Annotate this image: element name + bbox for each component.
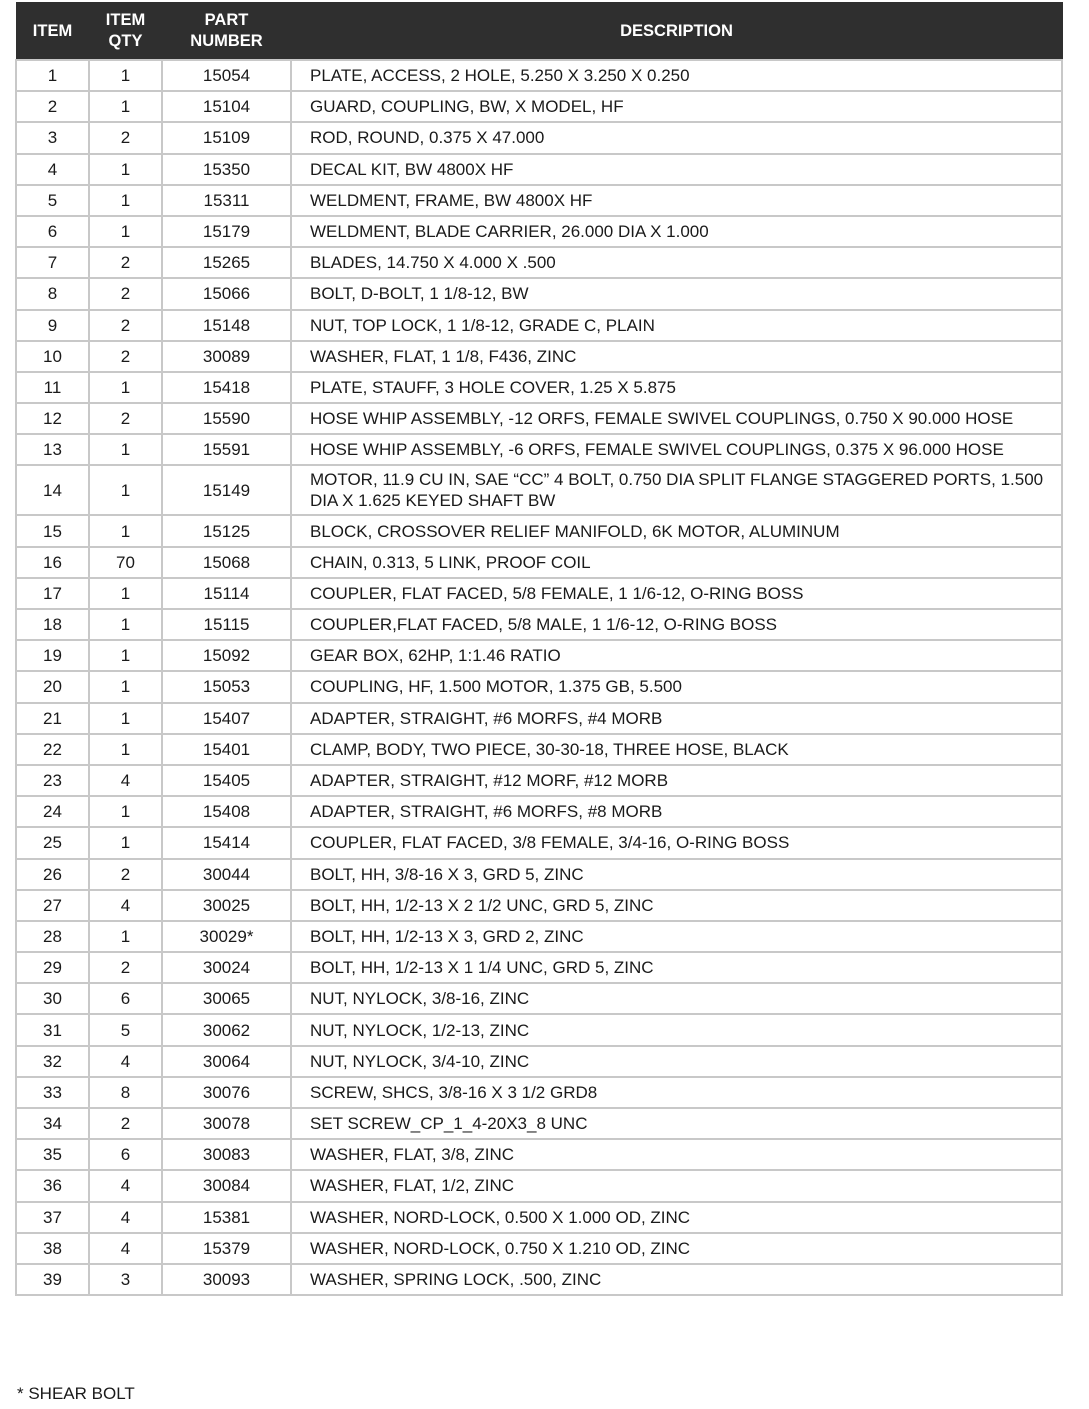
cell-part-number: 15092	[162, 640, 291, 671]
cell-item: 39	[16, 1264, 89, 1295]
cell-item-qty: 1	[89, 372, 162, 403]
cell-item-qty: 4	[89, 765, 162, 796]
header-item-qty: ITEM QTY	[89, 3, 162, 61]
cell-item: 31	[16, 1014, 89, 1045]
cell-description: ADAPTER, STRAIGHT, #12 MORF, #12 MORB	[291, 765, 1062, 796]
cell-item-qty: 4	[89, 1202, 162, 1233]
cell-item-qty: 1	[89, 185, 162, 216]
cell-part-number: 15407	[162, 703, 291, 734]
cell-item: 32	[16, 1046, 89, 1077]
cell-part-number: 15115	[162, 609, 291, 640]
table-row	[16, 952, 1062, 983]
cell-item-qty: 1	[89, 465, 162, 515]
cell-part-number: 30089	[162, 341, 291, 372]
cell-part-number: 30062	[162, 1014, 291, 1045]
table-row	[16, 796, 1062, 827]
table-row	[16, 765, 1062, 796]
cell-part-number: 30084	[162, 1170, 291, 1201]
table-row	[16, 185, 1062, 216]
cell-part-number: 15405	[162, 765, 291, 796]
cell-description: WELDMENT, BLADE CARRIER, 26.000 DIA X 1.000	[291, 216, 1062, 247]
cell-item-qty: 1	[89, 434, 162, 465]
cell-item: 38	[16, 1233, 89, 1264]
table-row	[16, 890, 1062, 921]
cell-description: BOLT, HH, 1/2-13 X 2 1/2 UNC, GRD 5, ZINC	[291, 890, 1062, 921]
cell-item-qty: 2	[89, 122, 162, 153]
cell-part-number: 30093	[162, 1264, 291, 1295]
cell-part-number: 15401	[162, 734, 291, 765]
header-row	[16, 3, 1062, 61]
cell-item-qty: 2	[89, 278, 162, 309]
table-row	[16, 983, 1062, 1014]
cell-part-number: 15068	[162, 547, 291, 578]
table-row	[16, 465, 1062, 515]
cell-item: 17	[16, 578, 89, 609]
cell-item: 6	[16, 216, 89, 247]
cell-description: ROD, ROUND, 0.375 X 47.000	[291, 122, 1062, 153]
table-row	[16, 1046, 1062, 1077]
cell-item: 34	[16, 1108, 89, 1139]
cell-description: WELDMENT, FRAME, BW 4800X HF	[291, 185, 1062, 216]
cell-item: 2	[16, 91, 89, 122]
cell-item: 27	[16, 890, 89, 921]
cell-description: DECAL KIT, BW 4800X HF	[291, 154, 1062, 185]
cell-part-number: 15379	[162, 1233, 291, 1264]
cell-item: 20	[16, 671, 89, 702]
cell-description: NUT, NYLOCK, 3/8-16, ZINC	[291, 983, 1062, 1014]
cell-description: WASHER, NORD-LOCK, 0.500 X 1.000 OD, ZINC	[291, 1202, 1062, 1233]
cell-description: SET SCREW_CP_1_4-20X3_8 UNC	[291, 1108, 1062, 1139]
cell-part-number: 15179	[162, 216, 291, 247]
cell-description: HOSE WHIP ASSEMBLY, -12 ORFS, FEMALE SWIVEL COUPLINGS, 0.750 X 90.000 HOSE	[291, 403, 1062, 434]
cell-item-qty: 1	[89, 609, 162, 640]
cell-part-number: 15418	[162, 372, 291, 403]
cell-item-qty: 4	[89, 890, 162, 921]
cell-part-number: 15109	[162, 122, 291, 153]
cell-part-number: 15591	[162, 434, 291, 465]
cell-part-number: 30025	[162, 890, 291, 921]
cell-description: COUPLER, FLAT FACED, 5/8 FEMALE, 1 1/6-12, O-RING BOSS	[291, 578, 1062, 609]
cell-part-number: 15350	[162, 154, 291, 185]
cell-item-qty: 1	[89, 154, 162, 185]
table-row	[16, 403, 1062, 434]
cell-item-qty: 2	[89, 341, 162, 372]
cell-description: PLATE, STAUFF, 3 HOLE COVER, 1.25 X 5.875	[291, 372, 1062, 403]
cell-item-qty: 1	[89, 578, 162, 609]
cell-description: ADAPTER, STRAIGHT, #6 MORFS, #8 MORB	[291, 796, 1062, 827]
cell-part-number: 15265	[162, 247, 291, 278]
cell-description: COUPLER, FLAT FACED, 3/8 FEMALE, 3/4-16, O-RING BOSS	[291, 827, 1062, 858]
cell-item: 24	[16, 796, 89, 827]
cell-item-qty: 4	[89, 1046, 162, 1077]
table-row	[16, 216, 1062, 247]
cell-description: GUARD, COUPLING, BW, X MODEL, HF	[291, 91, 1062, 122]
header-item: ITEM	[16, 3, 89, 61]
cell-item-qty: 2	[89, 310, 162, 341]
cell-item: 7	[16, 247, 89, 278]
cell-item: 36	[16, 1170, 89, 1201]
cell-item: 1	[16, 60, 89, 91]
cell-item: 4	[16, 154, 89, 185]
cell-item: 25	[16, 827, 89, 858]
cell-part-number: 15054	[162, 60, 291, 91]
table-row	[16, 1233, 1062, 1264]
cell-description: WASHER, FLAT, 1/2, ZINC	[291, 1170, 1062, 1201]
cell-part-number: 15590	[162, 403, 291, 434]
cell-item-qty: 1	[89, 734, 162, 765]
cell-item-qty: 2	[89, 1108, 162, 1139]
cell-item: 29	[16, 952, 89, 983]
cell-item-qty: 3	[89, 1264, 162, 1295]
cell-part-number: 30065	[162, 983, 291, 1014]
cell-item-qty: 6	[89, 1139, 162, 1170]
cell-description: PLATE, ACCESS, 2 HOLE, 5.250 X 3.250 X 0.250	[291, 60, 1062, 91]
table-row	[16, 310, 1062, 341]
cell-item-qty: 8	[89, 1077, 162, 1108]
table-row	[16, 703, 1062, 734]
table-row	[16, 1170, 1062, 1201]
cell-description: NUT, TOP LOCK, 1 1/8-12, GRADE C, PLAIN	[291, 310, 1062, 341]
cell-item-qty: 2	[89, 403, 162, 434]
cell-description: SCREW, SHCS, 3/8-16 X 3 1/2 GRD8	[291, 1077, 1062, 1108]
parts-list-table	[15, 2, 1063, 1296]
table-row	[16, 278, 1062, 309]
cell-part-number: 15414	[162, 827, 291, 858]
cell-item: 16	[16, 547, 89, 578]
table-row	[16, 60, 1062, 91]
cell-item-qty: 1	[89, 216, 162, 247]
footnote-shear-bolt: * SHEAR BOLT	[17, 1384, 135, 1403]
cell-part-number: 15311	[162, 185, 291, 216]
cell-description: CHAIN, 0.313, 5 LINK, PROOF COIL	[291, 547, 1062, 578]
table-row	[16, 578, 1062, 609]
cell-description: WASHER, NORD-LOCK, 0.750 X 1.210 OD, ZINC	[291, 1233, 1062, 1264]
table-row	[16, 827, 1062, 858]
table-row	[16, 247, 1062, 278]
table-row	[16, 1202, 1062, 1233]
cell-item-qty: 2	[89, 859, 162, 890]
cell-description: BOLT, D-BOLT, 1 1/8-12, BW	[291, 278, 1062, 309]
cell-description: WASHER, FLAT, 3/8, ZINC	[291, 1139, 1062, 1170]
table-row	[16, 1139, 1062, 1170]
table-row	[16, 341, 1062, 372]
cell-item-qty: 70	[89, 547, 162, 578]
cell-item: 5	[16, 185, 89, 216]
cell-description: BLOCK, CROSSOVER RELIEF MANIFOLD, 6K MOTOR, ALUMINUM	[291, 515, 1062, 546]
cell-description: BOLT, HH, 1/2-13 X 1 1/4 UNC, GRD 5, ZINC	[291, 952, 1062, 983]
cell-part-number: 30064	[162, 1046, 291, 1077]
table-row	[16, 1077, 1062, 1108]
cell-item-qty: 1	[89, 827, 162, 858]
cell-description: NUT, NYLOCK, 1/2-13, ZINC	[291, 1014, 1062, 1045]
cell-item: 37	[16, 1202, 89, 1233]
cell-item: 3	[16, 122, 89, 153]
table-header	[16, 3, 1062, 61]
cell-item: 21	[16, 703, 89, 734]
cell-item-qty: 2	[89, 952, 162, 983]
cell-description: NUT, NYLOCK, 3/4-10, ZINC	[291, 1046, 1062, 1077]
cell-item: 11	[16, 372, 89, 403]
cell-part-number: 30078	[162, 1108, 291, 1139]
cell-item: 23	[16, 765, 89, 796]
cell-item: 12	[16, 403, 89, 434]
cell-item: 28	[16, 921, 89, 952]
cell-item-qty: 1	[89, 921, 162, 952]
table-row	[16, 859, 1062, 890]
cell-item: 19	[16, 640, 89, 671]
cell-item: 30	[16, 983, 89, 1014]
table-row	[16, 671, 1062, 702]
cell-part-number: 30029*	[162, 921, 291, 952]
cell-description: COUPLING, HF, 1.500 MOTOR, 1.375 GB, 5.500	[291, 671, 1062, 702]
cell-part-number: 15053	[162, 671, 291, 702]
cell-item-qty: 2	[89, 247, 162, 278]
cell-item: 8	[16, 278, 89, 309]
table-row	[16, 609, 1062, 640]
cell-item-qty: 1	[89, 671, 162, 702]
cell-part-number: 15381	[162, 1202, 291, 1233]
cell-description: BOLT, HH, 3/8-16 X 3, GRD 5, ZINC	[291, 859, 1062, 890]
cell-item-qty: 6	[89, 983, 162, 1014]
cell-item-qty: 1	[89, 640, 162, 671]
header-description: DESCRIPTION	[291, 3, 1062, 61]
cell-part-number: 15148	[162, 310, 291, 341]
cell-part-number: 15066	[162, 278, 291, 309]
table-row	[16, 1264, 1062, 1295]
cell-part-number: 15408	[162, 796, 291, 827]
table-row	[16, 91, 1062, 122]
cell-item-qty: 1	[89, 703, 162, 734]
cell-item: 22	[16, 734, 89, 765]
cell-description: HOSE WHIP ASSEMBLY, -6 ORFS, FEMALE SWIVEL COUPLINGS, 0.375 X 96.000 HOSE	[291, 434, 1062, 465]
table-row	[16, 372, 1062, 403]
cell-item: 33	[16, 1077, 89, 1108]
cell-item-qty: 1	[89, 60, 162, 91]
cell-part-number: 15125	[162, 515, 291, 546]
cell-item: 15	[16, 515, 89, 546]
table-row	[16, 1108, 1062, 1139]
cell-item: 9	[16, 310, 89, 341]
cell-item-qty: 4	[89, 1170, 162, 1201]
cell-item-qty: 1	[89, 515, 162, 546]
table-row	[16, 154, 1062, 185]
table-row	[16, 1014, 1062, 1045]
cell-description: CLAMP, BODY, TWO PIECE, 30-30-18, THREE HOSE, BLACK	[291, 734, 1062, 765]
cell-item-qty: 4	[89, 1233, 162, 1264]
cell-item-qty: 1	[89, 91, 162, 122]
cell-description: BLADES, 14.750 X 4.000 X .500	[291, 247, 1062, 278]
cell-item: 18	[16, 609, 89, 640]
cell-description: GEAR BOX, 62HP, 1:1.46 RATIO	[291, 640, 1062, 671]
cell-part-number: 30083	[162, 1139, 291, 1170]
cell-item: 13	[16, 434, 89, 465]
header-part-number: PART NUMBER	[162, 3, 291, 61]
cell-item: 14	[16, 465, 89, 515]
table-row	[16, 547, 1062, 578]
cell-description: WASHER, FLAT, 1 1/8, F436, ZINC	[291, 341, 1062, 372]
cell-description: ADAPTER, STRAIGHT, #6 MORFS, #4 MORB	[291, 703, 1062, 734]
cell-part-number: 15104	[162, 91, 291, 122]
table-row	[16, 640, 1062, 671]
cell-item-qty: 5	[89, 1014, 162, 1045]
table-body	[16, 60, 1062, 1295]
cell-item: 35	[16, 1139, 89, 1170]
cell-item-qty: 1	[89, 796, 162, 827]
cell-part-number: 15114	[162, 578, 291, 609]
cell-part-number: 15149	[162, 465, 291, 515]
cell-part-number: 30076	[162, 1077, 291, 1108]
cell-description: BOLT, HH, 1/2-13 X 3, GRD 2, ZINC	[291, 921, 1062, 952]
cell-item: 26	[16, 859, 89, 890]
table-row	[16, 921, 1062, 952]
cell-description: MOTOR, 11.9 CU IN, SAE “CC” 4 BOLT, 0.750 DIA SPLIT FLANGE STAGGERED PORTS, 1.500 DIA X 1.625 KEYED SHAFT BW	[291, 465, 1062, 515]
cell-part-number: 30024	[162, 952, 291, 983]
cell-description: COUPLER,FLAT FACED, 5/8 MALE, 1 1/6-12, O-RING BOSS	[291, 609, 1062, 640]
table-row	[16, 122, 1062, 153]
cell-part-number: 30044	[162, 859, 291, 890]
cell-item: 10	[16, 341, 89, 372]
table-row	[16, 434, 1062, 465]
table-row	[16, 734, 1062, 765]
table-row	[16, 515, 1062, 546]
cell-description: WASHER, SPRING LOCK, .500, ZINC	[291, 1264, 1062, 1295]
